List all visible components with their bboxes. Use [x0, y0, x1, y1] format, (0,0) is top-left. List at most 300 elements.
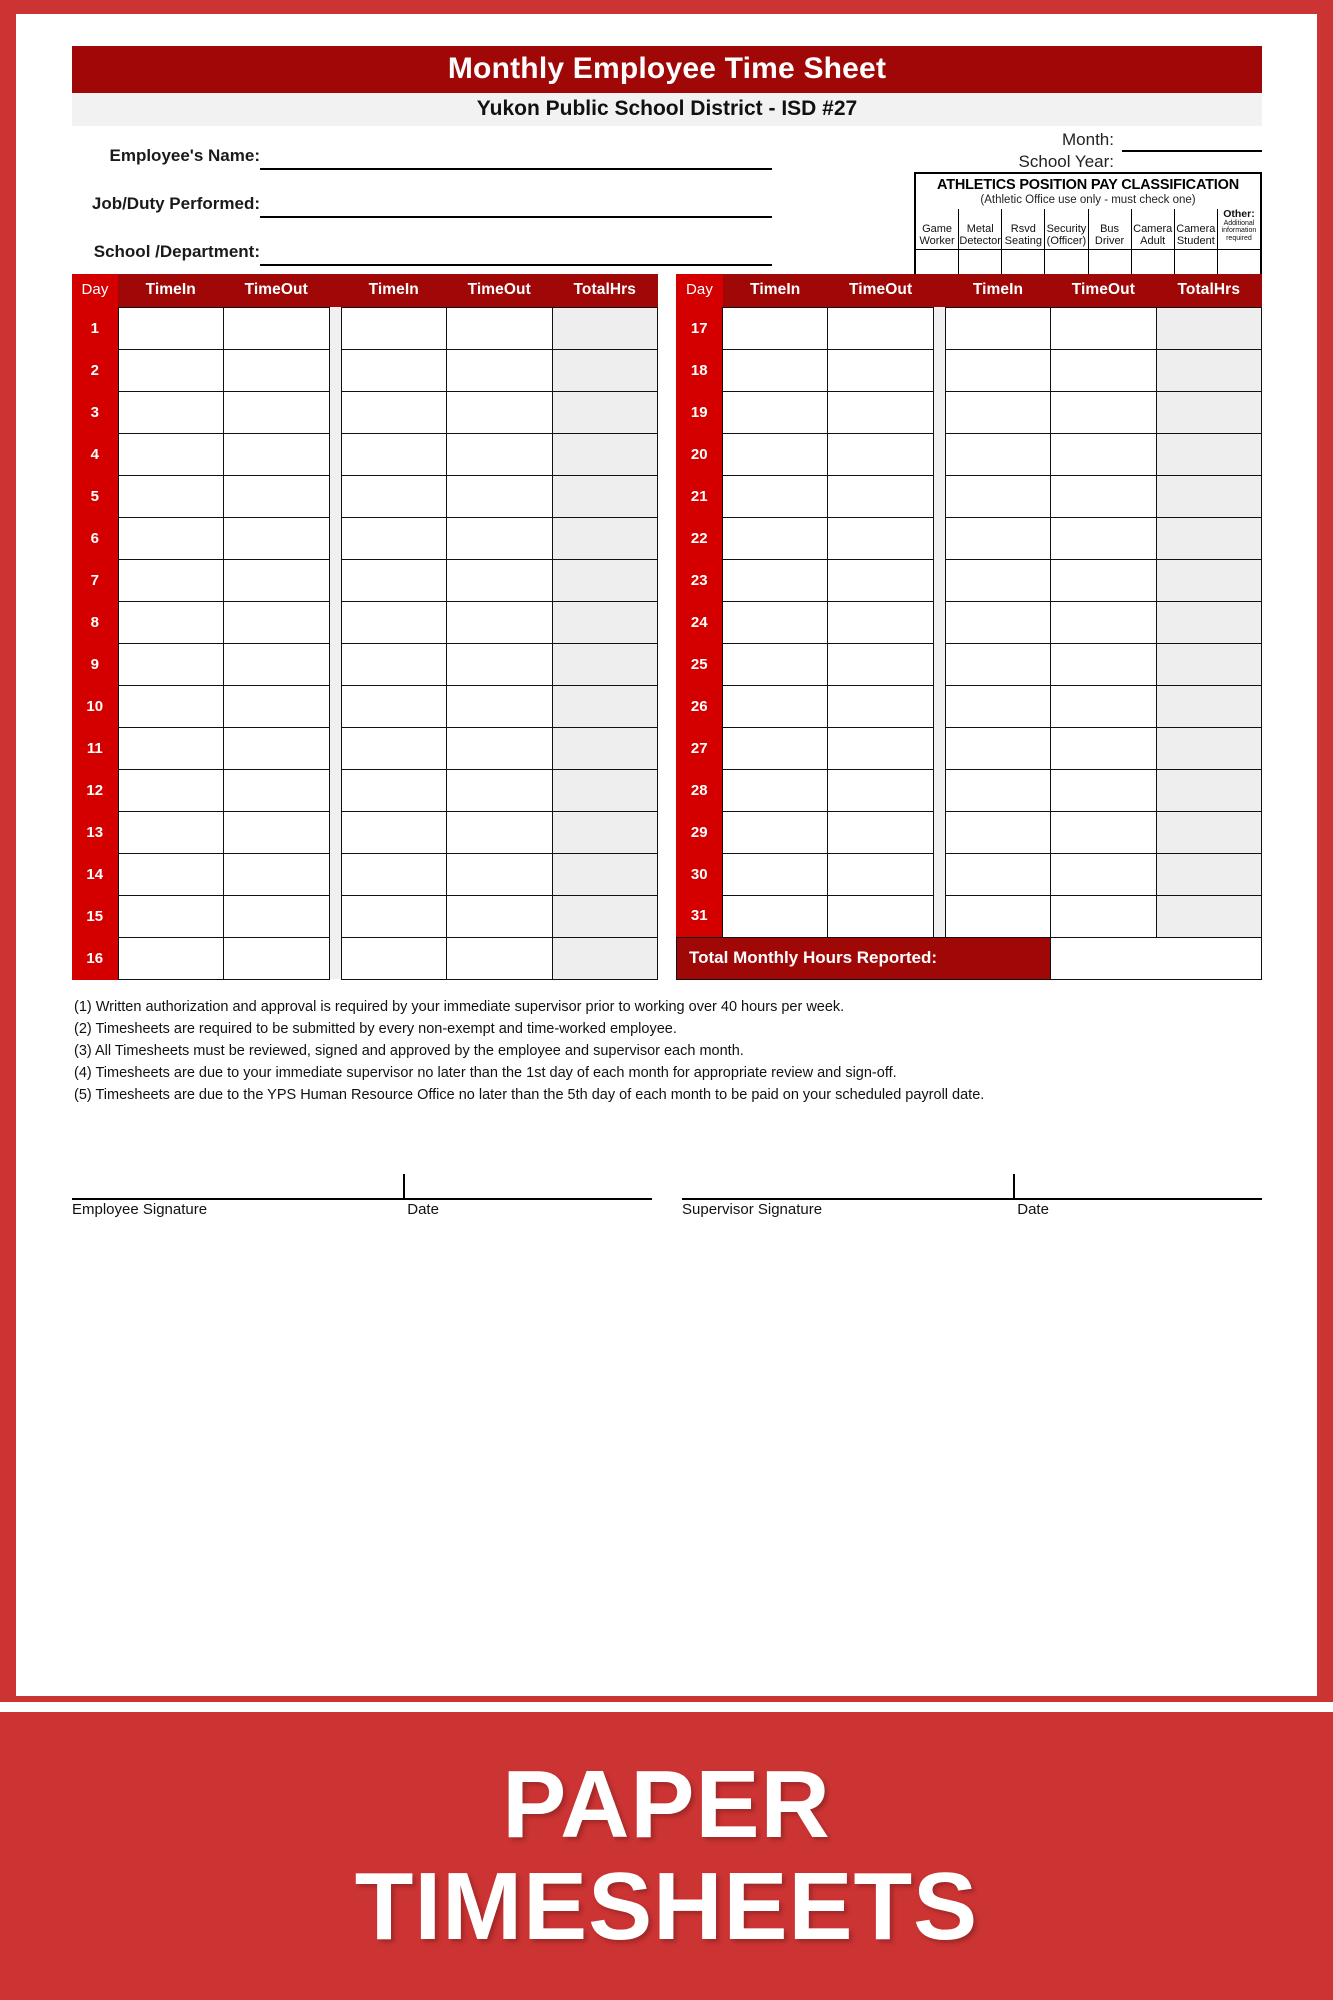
instruction-item-5: (5) Timesheets are due to the YPS Human Resource Office no later than the 5th day of each month to be paid on your scheduled payroll date.	[74, 1086, 985, 1103]
timein-2-cell[interactable]	[945, 727, 1050, 769]
timein-1-cell[interactable]	[723, 895, 828, 937]
timeout-2-cell[interactable]	[447, 517, 553, 559]
table-row	[677, 685, 1262, 727]
table-row	[677, 307, 1262, 349]
totalhrs-cell[interactable]	[552, 559, 658, 601]
day-number-cell: 1	[72, 307, 118, 349]
timeout-1-cell[interactable]	[828, 559, 933, 601]
timein-1-cell[interactable]	[723, 475, 828, 517]
day-number-cell: 15	[72, 895, 118, 937]
timein-2-cell[interactable]	[945, 643, 1050, 685]
supervisor-signature-group	[682, 1168, 1262, 1224]
totalhrs-cell[interactable]	[1156, 349, 1261, 391]
table-row	[677, 853, 1262, 895]
timein-1-cell[interactable]	[723, 433, 828, 475]
column-gap	[933, 433, 945, 475]
timeout-2-cell[interactable]	[1051, 517, 1156, 559]
timein-1-cell[interactable]	[723, 769, 828, 811]
totalhrs-cell[interactable]	[552, 727, 658, 769]
column-gap	[329, 811, 341, 853]
column-gap	[329, 475, 341, 517]
timein-1-cell[interactable]	[723, 727, 828, 769]
timeout-2-cell[interactable]	[1051, 349, 1156, 391]
timein-1-cell[interactable]	[723, 391, 828, 433]
employee-signature-group	[72, 1168, 652, 1224]
timeout-1-cell[interactable]	[224, 475, 330, 517]
totalhrs-cell[interactable]	[552, 433, 658, 475]
timesheet-body-right	[677, 307, 1262, 979]
athletics-column-bus-driver	[1088, 209, 1131, 274]
athletics-column-other	[1217, 209, 1260, 274]
timein-2-cell[interactable]	[341, 895, 447, 937]
label-line2: Adult	[1140, 234, 1166, 247]
timein-2-cell[interactable]	[341, 853, 447, 895]
table-row	[72, 685, 658, 727]
timein-1-cell[interactable]	[118, 685, 224, 727]
timein-2-cell[interactable]	[945, 769, 1050, 811]
timeout-1-cell[interactable]	[828, 475, 933, 517]
signature-area	[72, 1168, 1262, 1224]
totalhrs-cell[interactable]	[552, 601, 658, 643]
timein-2-cell[interactable]	[341, 769, 447, 811]
table-row	[72, 601, 658, 643]
employee-name-input[interactable]	[260, 168, 772, 170]
timein-2-cell[interactable]	[945, 601, 1050, 643]
table-row	[677, 349, 1262, 391]
athletics-header-rsvd-seating	[1002, 209, 1044, 249]
timeout-1-cell[interactable]	[828, 769, 933, 811]
timeout-2-cell[interactable]	[447, 685, 553, 727]
timeout-2-cell[interactable]	[447, 937, 553, 979]
page-title: Monthly Employee Time Sheet	[72, 46, 1262, 93]
timein-2-cell[interactable]	[341, 307, 447, 349]
timein-1-cell[interactable]	[118, 895, 224, 937]
timein-2-cell[interactable]	[341, 937, 447, 979]
column-gap	[933, 643, 945, 685]
timeout-2-cell[interactable]	[1051, 895, 1156, 937]
timein-2-cell[interactable]	[945, 811, 1050, 853]
timeout-1-cell[interactable]	[828, 307, 933, 349]
totalhrs-cell[interactable]	[1156, 853, 1261, 895]
school-department-input[interactable]	[260, 264, 772, 266]
timeout-1-cell[interactable]	[828, 853, 933, 895]
athletics-header-game-worker	[916, 209, 958, 249]
paper-sheet	[16, 14, 1317, 1696]
athletics-checkbox-camera-adult[interactable]	[1132, 249, 1174, 274]
timeout-1-cell[interactable]	[828, 895, 933, 937]
column-gap	[933, 475, 945, 517]
totalhrs-cell[interactable]	[552, 349, 658, 391]
timein-2-cell[interactable]	[945, 517, 1050, 559]
day-number-cell: 10	[72, 685, 118, 727]
timeout-2-cell[interactable]	[447, 643, 553, 685]
column-gap	[933, 727, 945, 769]
day-number-cell: 30	[677, 853, 723, 895]
column-gap	[933, 769, 945, 811]
timein-2-cell[interactable]	[341, 685, 447, 727]
athletics-checkbox-camera-student[interactable]	[1175, 249, 1217, 274]
athletics-checkbox-rsvd-seating[interactable]	[1002, 249, 1044, 274]
timeout-1-cell[interactable]	[224, 895, 330, 937]
table-row	[677, 517, 1262, 559]
timeout-1-cell[interactable]	[828, 601, 933, 643]
table-row	[677, 601, 1262, 643]
label-line1: Camera	[1133, 222, 1173, 235]
timein-2-cell[interactable]	[945, 391, 1050, 433]
athletics-header-camera-student	[1175, 209, 1217, 249]
header-totalhrs: TotalHrs	[552, 274, 658, 308]
header-timein-1: TimeIn	[118, 274, 224, 308]
banner-line-1: PAPER	[502, 1751, 831, 1859]
athletics-checkbox-security-officer[interactable]	[1045, 249, 1087, 274]
timein-2-cell[interactable]	[945, 895, 1050, 937]
timein-1-cell[interactable]	[118, 307, 224, 349]
athletics-column-game-worker	[916, 209, 958, 274]
day-number-cell: 5	[72, 475, 118, 517]
totalhrs-cell[interactable]	[1156, 895, 1261, 937]
timeout-2-cell[interactable]	[1051, 685, 1156, 727]
timein-1-cell[interactable]	[118, 769, 224, 811]
supervisor-signature-label: Supervisor Signature	[682, 1200, 823, 1218]
day-number-cell: 28	[677, 769, 723, 811]
table-row	[72, 475, 658, 517]
table-row	[72, 307, 658, 349]
timein-2-cell[interactable]	[945, 307, 1050, 349]
table-row	[72, 769, 658, 811]
table-row	[72, 349, 658, 391]
totalhrs-cell[interactable]	[552, 517, 658, 559]
timeout-1-cell[interactable]	[224, 769, 330, 811]
timein-2-cell[interactable]	[341, 517, 447, 559]
timein-1-cell[interactable]	[723, 307, 828, 349]
header-day: Day	[677, 274, 723, 308]
totalhrs-cell[interactable]	[552, 811, 658, 853]
timeout-2-cell[interactable]	[447, 727, 553, 769]
timeout-2-cell[interactable]	[447, 559, 553, 601]
timein-2-cell[interactable]	[341, 811, 447, 853]
totalhrs-cell[interactable]	[1156, 433, 1261, 475]
timeout-2-cell[interactable]	[447, 895, 553, 937]
day-number-cell: 4	[72, 433, 118, 475]
totalhrs-cell[interactable]	[552, 937, 658, 979]
timeout-2-cell[interactable]	[1051, 391, 1156, 433]
timein-2-cell[interactable]	[341, 391, 447, 433]
banner-line-2: TIMESHEETS	[354, 1853, 979, 1960]
label-line2: Seating	[1004, 234, 1042, 247]
totalhrs-cell[interactable]	[1156, 643, 1261, 685]
header-timein-2: TimeIn	[945, 274, 1050, 308]
timein-1-cell[interactable]	[723, 559, 828, 601]
athletics-header-security-officer	[1045, 209, 1087, 249]
totalhrs-cell[interactable]	[552, 391, 658, 433]
table-row	[677, 643, 1262, 685]
label-line1: Rsvd	[1010, 222, 1036, 235]
athletics-subtitle: (Athletic Office use only - must check one)	[980, 193, 1196, 206]
header-timein-2: TimeIn	[341, 274, 447, 308]
timein-1-cell[interactable]	[723, 811, 828, 853]
timeout-1-cell[interactable]	[828, 391, 933, 433]
timeout-2-cell[interactable]	[1051, 307, 1156, 349]
timeout-1-cell[interactable]	[224, 727, 330, 769]
month-label: Month:	[1062, 129, 1114, 149]
athletics-classification-box	[914, 172, 1262, 276]
timeout-2-cell[interactable]	[1051, 475, 1156, 517]
totalhrs-cell[interactable]	[1156, 685, 1261, 727]
timeout-2-cell[interactable]	[447, 433, 553, 475]
timein-2-cell[interactable]	[341, 475, 447, 517]
column-gap	[329, 601, 341, 643]
table-row	[677, 811, 1262, 853]
timeout-2-cell[interactable]	[447, 811, 553, 853]
label-line2: Detector	[959, 234, 1001, 247]
athletics-header-camera-adult	[1132, 209, 1174, 249]
total-hours-row	[677, 937, 1262, 979]
timein-2-cell[interactable]	[341, 349, 447, 391]
day-number-cell: 29	[677, 811, 723, 853]
total-hours-value[interactable]	[1051, 937, 1262, 979]
timein-2-cell[interactable]	[341, 559, 447, 601]
timein-1-cell[interactable]	[118, 601, 224, 643]
timeout-2-cell[interactable]	[447, 391, 553, 433]
timein-2-cell[interactable]	[341, 727, 447, 769]
label-line2: Driver	[1094, 234, 1125, 247]
timein-1-cell[interactable]	[118, 559, 224, 601]
column-gap	[933, 559, 945, 601]
timeout-1-cell[interactable]	[224, 517, 330, 559]
totalhrs-cell[interactable]	[552, 895, 658, 937]
label-line1: Camera	[1176, 222, 1216, 235]
totalhrs-cell[interactable]	[552, 643, 658, 685]
timein-2-cell[interactable]	[341, 433, 447, 475]
timein-1-cell[interactable]	[723, 349, 828, 391]
employee-date-label: Date	[407, 1200, 439, 1218]
column-gap	[329, 937, 341, 979]
column-gap	[329, 643, 341, 685]
athletics-checkbox-game-worker[interactable]	[916, 249, 958, 274]
table-row	[72, 853, 658, 895]
table-row	[677, 559, 1262, 601]
timeout-2-cell[interactable]	[447, 349, 553, 391]
timeout-2-cell[interactable]	[1051, 643, 1156, 685]
instruction-item-1: (1) Written authorization and approval is required by your immediate supervisor prior to working over 40 hours per week.	[74, 998, 845, 1015]
school-department-field[interactable]	[72, 236, 772, 266]
timein-2-cell[interactable]	[945, 685, 1050, 727]
timeout-1-cell[interactable]	[224, 685, 330, 727]
day-number-cell: 11	[72, 727, 118, 769]
day-number-cell: 8	[72, 601, 118, 643]
column-gap	[329, 517, 341, 559]
day-number-cell: 25	[677, 643, 723, 685]
totalhrs-cell[interactable]	[1156, 391, 1261, 433]
column-gap	[933, 853, 945, 895]
timein-1-cell[interactable]	[118, 643, 224, 685]
timein-1-cell[interactable]	[723, 517, 828, 559]
header-timeout-1: TimeOut	[224, 274, 330, 308]
timeout-2-cell[interactable]	[447, 769, 553, 811]
column-gap	[329, 349, 341, 391]
timein-1-cell[interactable]	[118, 517, 224, 559]
label-line2: Student	[1176, 234, 1215, 247]
timein-1-cell[interactable]	[118, 391, 224, 433]
totalhrs-cell[interactable]	[1156, 307, 1261, 349]
timeout-1-cell[interactable]	[828, 811, 933, 853]
timein-1-cell[interactable]	[723, 601, 828, 643]
header-timeout-1: TimeOut	[828, 274, 933, 308]
athletics-header-metal-detector	[959, 209, 1001, 249]
job-duty-field[interactable]	[72, 188, 772, 218]
timeout-1-cell[interactable]	[224, 349, 330, 391]
timein-1-cell[interactable]	[118, 433, 224, 475]
timein-2-cell[interactable]	[945, 433, 1050, 475]
totalhrs-cell[interactable]	[1156, 601, 1261, 643]
table-row	[72, 433, 658, 475]
column-gap	[933, 685, 945, 727]
timein-1-cell[interactable]	[118, 937, 224, 979]
timeout-1-cell[interactable]	[224, 433, 330, 475]
day-number-cell: 24	[677, 601, 723, 643]
column-gap	[329, 685, 341, 727]
employee-info-block	[72, 126, 1262, 270]
timeout-1-cell[interactable]	[828, 727, 933, 769]
employee-signature-line[interactable]	[72, 1198, 652, 1200]
instruction-item-4: (4) Timesheets are due to your immediate supervisor no later than the 1st day of each month for appropriate review and sign-off.	[74, 1064, 897, 1081]
timeout-2-cell[interactable]	[1051, 559, 1156, 601]
day-number-cell: 18	[677, 349, 723, 391]
totalhrs-cell[interactable]	[552, 853, 658, 895]
job-duty-input[interactable]	[260, 216, 772, 218]
timeout-1-cell[interactable]	[224, 307, 330, 349]
timeout-2-cell[interactable]	[447, 307, 553, 349]
timeout-1-cell[interactable]	[828, 517, 933, 559]
supervisor-date-label: Date	[1017, 1200, 1049, 1218]
totalhrs-cell[interactable]	[552, 307, 658, 349]
table-row	[72, 559, 658, 601]
athletics-checkbox-other[interactable]	[1218, 249, 1260, 274]
table-row	[677, 727, 1262, 769]
employee-name-label: Employee's Name:	[109, 145, 260, 165]
column-gap	[933, 895, 945, 937]
day-number-cell: 3	[72, 391, 118, 433]
supervisor-signature-line[interactable]	[682, 1198, 1262, 1200]
day-number-cell: 7	[72, 559, 118, 601]
timein-1-cell[interactable]	[723, 643, 828, 685]
athletics-columns	[916, 209, 1260, 274]
totalhrs-cell[interactable]	[1156, 727, 1261, 769]
athletics-checkbox-metal-detector[interactable]	[959, 249, 1001, 274]
timeout-1-cell[interactable]	[224, 811, 330, 853]
column-gap	[329, 895, 341, 937]
table-row	[677, 769, 1262, 811]
timeout-2-cell[interactable]	[1051, 853, 1156, 895]
timeout-1-cell[interactable]	[828, 349, 933, 391]
timeout-1-cell[interactable]	[224, 601, 330, 643]
timeout-2-cell[interactable]	[1051, 727, 1156, 769]
timein-1-cell[interactable]	[118, 349, 224, 391]
timesheet-table-left	[72, 274, 658, 980]
timein-1-cell[interactable]	[118, 811, 224, 853]
timein-1-cell[interactable]	[118, 727, 224, 769]
day-number-cell: 27	[677, 727, 723, 769]
column-gap	[933, 391, 945, 433]
athletics-checkbox-bus-driver[interactable]	[1089, 249, 1131, 274]
table-row	[72, 811, 658, 853]
day-number-cell: 2	[72, 349, 118, 391]
timein-2-cell[interactable]	[945, 559, 1050, 601]
timeout-1-cell[interactable]	[224, 937, 330, 979]
banner-separator	[0, 1702, 1333, 1712]
timeout-1-cell[interactable]	[224, 643, 330, 685]
header-timeout-2: TimeOut	[1051, 274, 1156, 308]
table-row	[72, 895, 658, 937]
timeout-1-cell[interactable]	[828, 433, 933, 475]
timeout-2-cell[interactable]	[1051, 601, 1156, 643]
timeout-2-cell[interactable]	[1051, 769, 1156, 811]
column-gap	[329, 559, 341, 601]
timesheet-left-half	[72, 274, 658, 980]
athletics-column-security-officer	[1044, 209, 1087, 274]
employee-name-field[interactable]	[72, 140, 772, 170]
other-sub-line1: Additional	[1223, 219, 1255, 227]
instruction-item-2: (2) Timesheets are required to be submitted by every non-exempt and time-worked employee.	[74, 1020, 677, 1037]
job-duty-label: Job/Duty Performed:	[91, 193, 260, 213]
totalhrs-cell[interactable]	[1156, 811, 1261, 853]
timein-2-cell[interactable]	[945, 349, 1050, 391]
timeout-2-cell[interactable]	[447, 601, 553, 643]
timein-1-cell[interactable]	[118, 475, 224, 517]
timeout-1-cell[interactable]	[828, 643, 933, 685]
header-day: Day	[72, 274, 118, 308]
totalhrs-cell[interactable]	[1156, 475, 1261, 517]
timeout-1-cell[interactable]	[828, 685, 933, 727]
header-gap	[933, 274, 945, 308]
totalhrs-cell[interactable]	[1156, 559, 1261, 601]
timeout-1-cell[interactable]	[224, 853, 330, 895]
totalhrs-cell[interactable]	[552, 685, 658, 727]
timein-1-cell[interactable]	[118, 853, 224, 895]
timein-1-cell[interactable]	[723, 853, 828, 895]
timein-1-cell[interactable]	[723, 685, 828, 727]
timein-2-cell[interactable]	[341, 601, 447, 643]
column-gap	[933, 307, 945, 349]
bottom-banner	[0, 1712, 1333, 2000]
timeout-2-cell[interactable]	[1051, 811, 1156, 853]
supervisor-date-divider	[1013, 1174, 1015, 1199]
table-row	[72, 643, 658, 685]
other-title: Other:	[1223, 207, 1255, 220]
timeout-1-cell[interactable]	[224, 559, 330, 601]
totalhrs-cell[interactable]	[1156, 769, 1261, 811]
column-gap	[329, 433, 341, 475]
timeout-2-cell[interactable]	[1051, 433, 1156, 475]
school-year-field[interactable]	[842, 148, 1262, 174]
timesheet-body-left	[72, 307, 658, 979]
timeout-2-cell[interactable]	[447, 475, 553, 517]
timeout-1-cell[interactable]	[224, 391, 330, 433]
timeout-2-cell[interactable]	[447, 853, 553, 895]
column-gap	[933, 349, 945, 391]
day-number-cell: 17	[677, 307, 723, 349]
timein-2-cell[interactable]	[945, 475, 1050, 517]
totalhrs-cell[interactable]	[552, 769, 658, 811]
totalhrs-cell[interactable]	[552, 475, 658, 517]
page-subtitle: Yukon Public School District - ISD #27	[72, 93, 1262, 126]
table-row	[677, 433, 1262, 475]
table-row	[677, 391, 1262, 433]
timein-2-cell[interactable]	[341, 643, 447, 685]
totalhrs-cell[interactable]	[1156, 517, 1261, 559]
day-number-cell: 13	[72, 811, 118, 853]
timein-2-cell[interactable]	[945, 853, 1050, 895]
